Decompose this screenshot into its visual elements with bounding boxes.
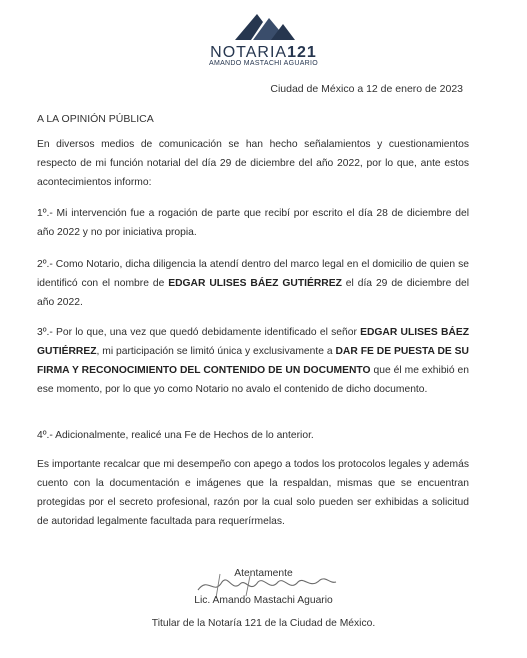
signer-title: Titular de la Notaría 121 de la Ciudad de México. [151,618,376,629]
paragraph-intro: En diversos medios de comunicación se han hecho señalamientos y cuestionamientos respecto de mi función notarial del día 29 de diciembre del año 2022, por lo que, ante estos acontecimientos informo: [37,139,469,188]
point-2-name: EDGAR ULISES BÁEZ GUTIÉRREZ [168,278,342,289]
logo-name: NOTARIA [210,44,288,61]
signer-name: Lic. Amando Mastachi Aguario [194,595,333,606]
logo-number: 121 [287,44,317,61]
point-2-text-a: 2º.- Como Notario, dicha diligencia la atendí dentro del marco legal en el domicilio de quien se identificó con el nombre de [37,259,469,289]
date-line: Ciudad de México a 12 de enero de 2023 [270,83,463,95]
paragraph-point-2 [37,255,469,312]
notary-logo [0,8,527,67]
point-3-text-c: que él me exhibió en ese momento, por lo que yo como Notario no avalo el contenido de dicho documento. [37,365,469,395]
point-3-bold-statement: DAR FE DE PUESTA DE SU FIRMA Y RECONOCIMIENTO DEL CONTENIDO DE UN DOCUMENTO [37,346,469,376]
paragraph-point-4: 4º.- Adicionalmente, realicé una Fe de Hechos de lo anterior. [37,430,314,441]
point-2-text-b: el día 29 de diciembre del año 2022. [37,278,469,308]
letter-heading: A LA OPINIÓN PÚBLICA [37,113,154,125]
paragraph-point-1: 1º.- Mi intervención fue a rogación de parte que recibí por escrito el día 28 de diciembre del año 2022 y no por iniciativa propia. [37,208,469,238]
point-3-name: EDGAR ULISES BÁEZ GUTIÉRREZ [37,327,469,357]
point-3-text-b: , mi participación se limitó única y exclusivamente a [96,346,336,357]
point-3-text-a: 3º.- Por lo que, una vez que quedó debidamente identificado el señor [37,327,361,338]
paragraph-point-3 [37,323,469,399]
paragraph-closing-statement: Es importante recalcar que mi desempeño con apego a todos los protocolos legales y además cuento con la documentación e imágenes que la respaldan, mismas que se encuentran protegidas por el secreto profesional, razón por la cual solo pueden ser exhibidas a solicitud de autoridad legalmente facultada para requerírmelas. [37,459,469,527]
logo-subtitle: AMANDO MASTACHI AGUARIO [208,60,319,67]
closing-salutation: Atentamente [234,568,293,579]
mountain-logo-icon [229,8,299,42]
